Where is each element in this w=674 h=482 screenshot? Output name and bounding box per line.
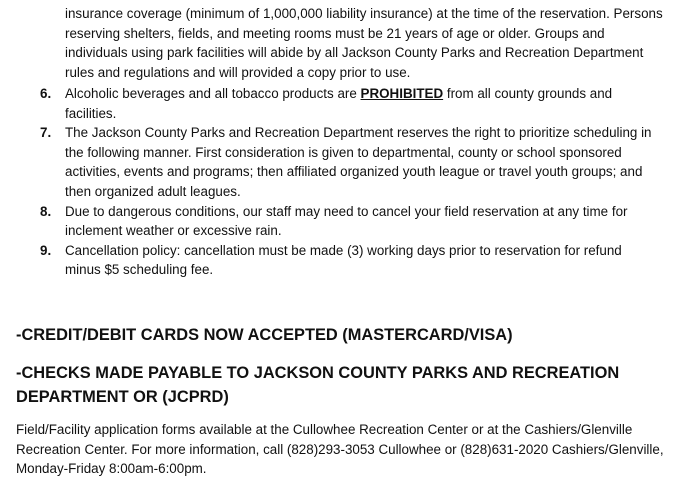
rule-item xyxy=(0,123,674,201)
checks-payable-heading: -CHECKS MADE PAYABLE TO JACKSON COUNTY PARKS AND RECREATION DEPARTMENT OR (JCPRD) xyxy=(16,364,620,406)
rule-text: The Jackson County Parks and Recreation Department reserves the right to prioritize scheduling in the following manner. First consideration is given to departmental, county or school sponsored activities, events and programs; then affiliated organized youth league or travel youth groups; and then organized adult leagues. xyxy=(65,125,652,199)
rule-text: Cancellation policy: cancellation must be made (3) working days prior to reservation for refund minus $5 scheduling fee. xyxy=(65,242,622,278)
contact-info-paragraph: Field/Facility application forms available at the Cullowhee Recreation Center or at the Cashiers/Glenville Recreation Center. For more information, call (828)293-3053 Cullowhee or (828)631-2020 Cashiers/Glenville, Monday-Friday 8:00am-6:00pm. xyxy=(16,422,664,477)
rule-text: Due to dangerous conditions, our staff may need to cancel your field reservation at any time for inclement weather or excessive rain. xyxy=(65,203,628,239)
prohibited-emphasis: PROHIBITED xyxy=(360,86,444,101)
rule-item xyxy=(0,84,674,123)
rule-number: 9. xyxy=(40,242,52,258)
rule-number: 7. xyxy=(40,125,52,141)
rule-number: 6. xyxy=(40,86,52,101)
rule-text: from all county grounds and facilities. xyxy=(65,86,613,121)
rule-item xyxy=(0,202,674,241)
cards-accepted-heading: -CREDIT/DEBIT CARDS NOW ACCEPTED (MASTERCARD/VISA) xyxy=(16,326,513,344)
rule-item xyxy=(0,241,674,280)
rule-number: 8. xyxy=(40,203,52,219)
rule-5-continuation: insurance coverage (minimum of 1,000,000 liability insurance) at the time of the reservation. Persons reserving shelters, fields, and meeting rooms must be 21 years of age or older. Groups and individuals using park facilities will abide by all Jackson County Parks and Recreation Department rules and regulations and will provided a copy prior to use. xyxy=(65,6,663,80)
rule-text: Alcoholic beverages and all tobacco products are xyxy=(65,86,361,101)
rules-list xyxy=(0,84,674,280)
